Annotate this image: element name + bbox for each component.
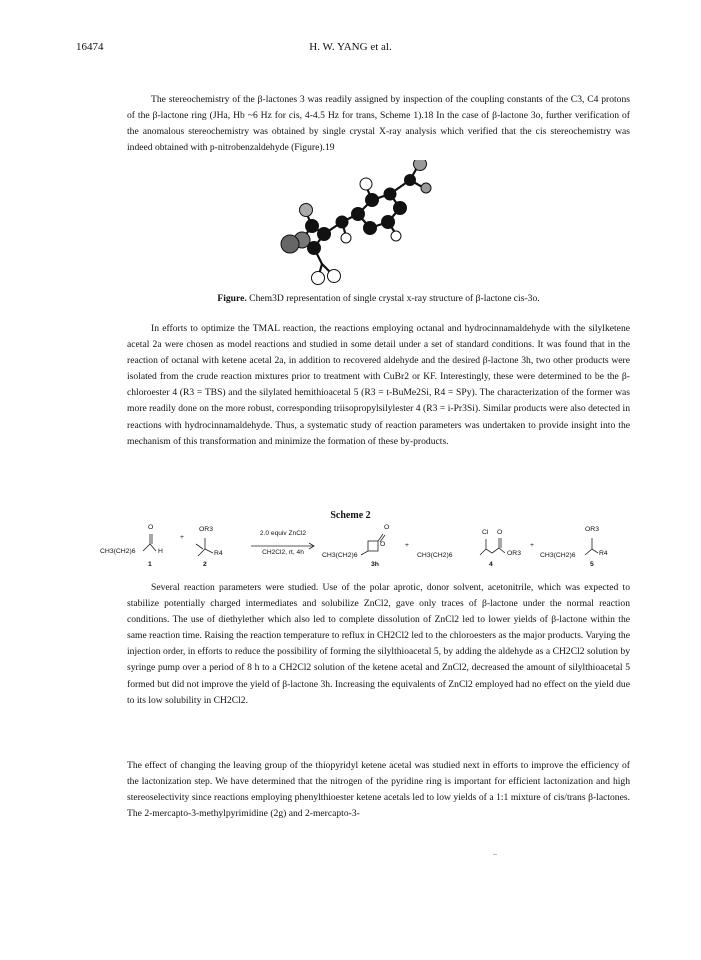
plus-sign-2: + bbox=[405, 542, 409, 549]
acetal5-chain: CH3(CH2)6 bbox=[540, 552, 576, 559]
figure-caption-text: Chem3D representation of single crystal x-ray structure of β-lactone cis-3o. bbox=[249, 293, 540, 304]
running-head: H. W. YANG et al. bbox=[309, 41, 392, 53]
plus-sign-1: + bbox=[180, 534, 184, 541]
ester-cl: Cl bbox=[482, 529, 489, 536]
reagent-label: 2.0 equiv ZnCl2 bbox=[259, 530, 307, 537]
scan-mark bbox=[493, 854, 497, 855]
scheme-title: Scheme 2 bbox=[330, 510, 371, 521]
lactone-ring-o: O bbox=[380, 541, 386, 548]
compound-2-label: 2 bbox=[203, 561, 207, 568]
ester-chain: CH3(CH2)6 bbox=[417, 552, 453, 559]
acetal-r4: R4 bbox=[214, 550, 223, 557]
acetal5-or3: OR3 bbox=[585, 526, 599, 533]
ester-o: O bbox=[497, 529, 503, 536]
compound-4-label: 4 bbox=[489, 561, 493, 568]
paragraph-stereochemistry: The stereochemistry of the β-lactones 3 was readily assigned by inspection of the coupling constants of the C3, C4 protons of the β-lactone ring (JHa, Hb ~6 Hz for cis, 4-4.5 Hz for trans, Scheme 1).18 In the case of β-lactone 3o, further verification of the anomalous stereochemistry was obtained by single crystal X-ray analysis which verified that the cis stereochemistry was indeed obtained with p-nitrobenzaldehyde (Figure).19 bbox=[127, 94, 630, 154]
aldehyde-o: O bbox=[148, 524, 154, 531]
page-number: 16474 bbox=[76, 41, 104, 53]
lactone-carbonyl-o: O bbox=[384, 524, 390, 531]
reaction-scheme bbox=[0, 520, 701, 572]
ester-or3: OR3 bbox=[507, 550, 521, 557]
compound-1-label: 1 bbox=[148, 561, 152, 568]
figure-caption-label: Figure. bbox=[217, 293, 247, 304]
paragraph-leaving-group: The effect of changing the leaving group of the thiopyridyl ketene acetal was studied next in efforts to improve the efficiency of the lactonization step. We have determined that the nitrogen of the pyridine ring is important for efficient lactonization and high stereoselectivity since reactions employing phenylthioester ketene acetals led to low yields of a 1:1 mixture of cis/trans β-lactones. The 2-mercapto-3-methylpyrimidine (2g) and 2-mercapto-3- bbox=[127, 760, 630, 820]
aldehyde-h: H bbox=[158, 548, 163, 555]
conditions-label: CH2Cl2, rt, 4h bbox=[262, 549, 304, 556]
paragraph-optimization: In efforts to optimize the TMAL reaction, the reactions employing octanal and hydrocinnamaldehyde with the silylketene acetal 2a were chosen as model reactions and studied in some detail under a set of standard conditions. It was found that in the reaction of octanal with ketene acetal 2a, in addition to recovered aldehyde and the desired β-lactone 3h, two other products were isolated from the crude reaction mixtures prior to treatment with CuBr2 or KF. Interestingly, these were determined to be the β-chloroester 4 (R3 = TBS) and the silylated hemithioacetal 5 (R3 = t-BuMe2Si, R4 = SPy). The characterization of the former was more readily done on the more robust, corresponding triisopropylsilylester 4 (R3 = i-Pr3Si). Similar products were also detected in reactions with hydrocinnamaldehyde. Thus, a systematic study of reaction parameters was undertaken to provide insight into the mechanism of this transformation and minimize the formation of these by-products. bbox=[127, 323, 630, 447]
compound-5-label: 5 bbox=[590, 561, 594, 568]
compound-3h-label: 3h bbox=[371, 561, 379, 568]
plus-sign-3: + bbox=[530, 542, 534, 549]
lactone-chain: CH3(CH2)6 bbox=[322, 552, 358, 559]
acetal-or3: OR3 bbox=[199, 526, 213, 533]
figure-caption bbox=[127, 293, 630, 304]
aldehyde-chain: CH3(CH2)6 bbox=[100, 548, 136, 555]
acetal5-r4: R4 bbox=[599, 550, 608, 557]
paragraph-reaction-parameters: Several reaction parameters were studied. Use of the polar aprotic, donor solvent, acetonitrile, which was expected to stabilize potentially charged intermediates and solubilize ZnCl2, gave only traces of β-lactone under the normal reaction conditions. The use of diethylether which also led to complete dissolution of ZnCl2 led to lower yields of β-lactone within the same reaction time. Raising the reaction temperature to reflux in CH2Cl2 led to the chloroesters as the major products. Varying the injection order, in efforts to reduce the possibility of forming the silylthioacetal 5, by adding the aldehyde as a CH2Cl2 solution by syringe pump over a period of 8 h to a CH2Cl2 solution of the ketene acetal and ZnCl2, decreased the amount of silylthioacetal 5 formed but did not improve the yield of β-lactone 3h. Increasing the equivalents of ZnCl2 employed had no effect on the yield due to its low solubility in CH2Cl2. bbox=[127, 582, 630, 706]
xray-structure-figure bbox=[250, 160, 450, 285]
